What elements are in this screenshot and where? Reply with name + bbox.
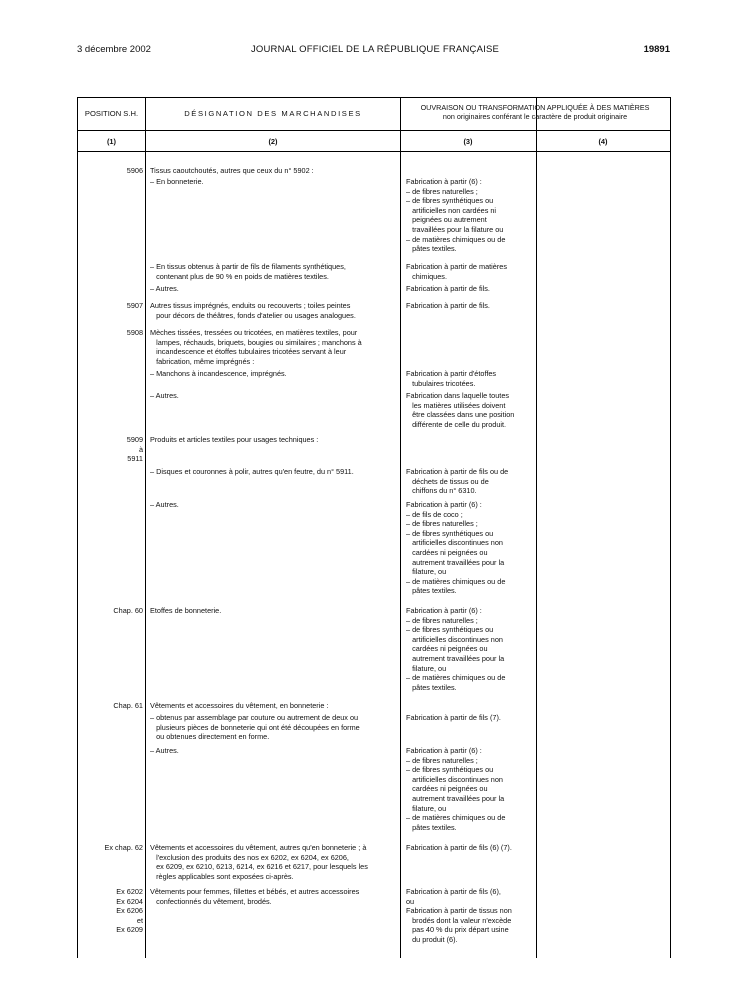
position-code: Ex chap. 62 [104, 843, 143, 852]
column-divider [536, 98, 537, 958]
designation-text: Produits et articles textiles pour usages techniques : [150, 435, 319, 444]
column-header-position: POSITION S.H. [84, 109, 139, 118]
position-code: 5909 à 5911 [126, 435, 143, 464]
column-number: (3) [463, 137, 473, 146]
designation-text: – Autres. [150, 746, 179, 755]
position-code: Chap. 61 [113, 701, 143, 710]
transformation-text: Fabrication dans laquelle toutes les matières utilisées doivent être classées dans une position différente de celle du produit. [406, 391, 515, 429]
designation-text: Mèches tissées, tressées ou tricotées, en matières textiles, pour lampes, réchauds, briquets, bougies ou similaires ; manchons à incandescence et étoffes tubulaires tricotées servant à leur fabrication, même imprégnés : [150, 328, 362, 366]
header-date: 3 décembre 2002 [77, 44, 151, 55]
column-header-transformation: OUVRAISON OU TRANSFORMATION APPLIQUÉE À DES MATIÈRES non originaires conférant le caractère de produit originaire [420, 103, 650, 121]
designation-text: – obtenus par assemblage par couture ou autrement de deux ou plusieurs pièces de bonneterie qui ont été découpées en forme ou obtenues directement en forme. [150, 713, 360, 742]
column-number: (1) [106, 137, 117, 146]
position-code: 5908 [126, 328, 143, 337]
transformation-text: Fabrication à partir de fils (6), ou Fabrication à partir de tissus non brodés dont la valeur n'excède pas 40 % du prix départ usine du produit (6). [406, 887, 512, 944]
designation-text: – Disques et couronnes à polir, autres qu'en feutre, du n° 5911. [150, 467, 354, 476]
position-code: 5906 [126, 166, 143, 175]
designation-text: Tissus caoutchoutés, autres que ceux du n° 5902 : [150, 166, 314, 175]
designation-text: – Autres. [150, 391, 179, 400]
transformation-text: Fabrication à partir d'étoffes tubulaires tricotées. [406, 369, 497, 388]
position-code: Chap. 60 [113, 606, 143, 615]
transformation-text: Fabrication à partir (6) : – de fils de coco ; – de fibres naturelles ; – de fibres synthétiques ou artificielles discontinues non cardées ni peignées ou autrement travaillées pour la filature, ou – de matières chimiques ou de pâtes textiles. [406, 500, 506, 596]
transformation-text: Fabrication à partir de fils. [406, 301, 490, 310]
designation-text: Vêtements et accessoires du vêtement, autres qu'en bonneterie ; à l'exclusion des produits des nos ex 6202, ex 6204, ex 6206, ex 6209, ex 6210, 6213, 6214, ex 6216 et 6217, pour lesquels les règles applicables sont exposées ci-après. [150, 843, 368, 881]
column-header-designation: DÉSIGNATION DES MARCHANDISES [184, 109, 362, 118]
designation-text: Etoffes de bonneterie. [150, 606, 222, 615]
header-rule [78, 151, 670, 152]
header-rule [78, 130, 670, 131]
column-number: (2) [268, 137, 278, 146]
designation-text: Vêtements pour femmes, fillettes et bébés, et autres accessoires confectionnés du vêtement, brodés. [150, 887, 360, 906]
designation-text: – En bonneterie. [150, 177, 204, 186]
designation-text: Vêtements et accessoires du vêtement, en bonneterie : [150, 701, 329, 710]
transformation-text: Fabrication à partir de fils. [406, 284, 490, 293]
page-number: 19891 [643, 44, 670, 55]
transformation-text: Fabrication à partir de fils (7). [406, 713, 501, 722]
transformation-text: Fabrication à partir de fils (6) (7). [406, 843, 512, 852]
designation-text: – Autres. [150, 500, 179, 509]
transformation-text: Fabrication à partir de fils ou de déchets de tissus ou de chiffons du n° 6310. [406, 467, 509, 496]
regulation-table [77, 97, 671, 958]
column-divider [145, 98, 146, 958]
designation-text: – Autres. [150, 284, 179, 293]
transformation-text: Fabrication à partir (6) : – de fibres naturelles ; – de fibres synthétiques ou artificielles non cardées ni peignées ou autrement travaillées pour la filature ou – de matières chimiques ou de pâtes textiles. [406, 177, 506, 254]
column-number: (4) [598, 137, 608, 146]
journal-title: JOURNAL OFFICIEL DE LA RÉPUBLIQUE FRANÇAISE [250, 44, 500, 55]
transformation-text: Fabrication à partir (6) : – de fibres naturelles ; – de fibres synthétiques ou artificielles discontinues non cardées ni peignées ou autrement travaillées pour la filature, ou – de matières chimiques ou de pâtes textiles. [406, 606, 506, 692]
position-code: Ex 6202 Ex 6204 Ex 6206 et Ex 6209 [116, 887, 143, 935]
transformation-text: Fabrication à partir (6) : – de fibres naturelles ; – de fibres synthétiques ou artificielles discontinues non cardées ni peignées ou autrement travaillées pour la filature, ou – de matières chimiques ou de pâtes textiles. [406, 746, 506, 832]
designation-text: Autres tissus imprégnés, enduits ou recouverts ; toiles peintes pour décors de théâtres, fonds d'atelier ou usages analogues. [150, 301, 356, 320]
transformation-text: Fabrication à partir de matières chimiques. [406, 262, 507, 281]
position-code: 5907 [126, 301, 143, 310]
designation-text: – En tissus obtenus à partir de fils de filaments synthétiques, contenant plus de 90 % en poids de matières textiles. [150, 262, 346, 281]
designation-text: – Manchons à incandescence, imprégnés. [150, 369, 287, 378]
column-divider [400, 98, 401, 958]
